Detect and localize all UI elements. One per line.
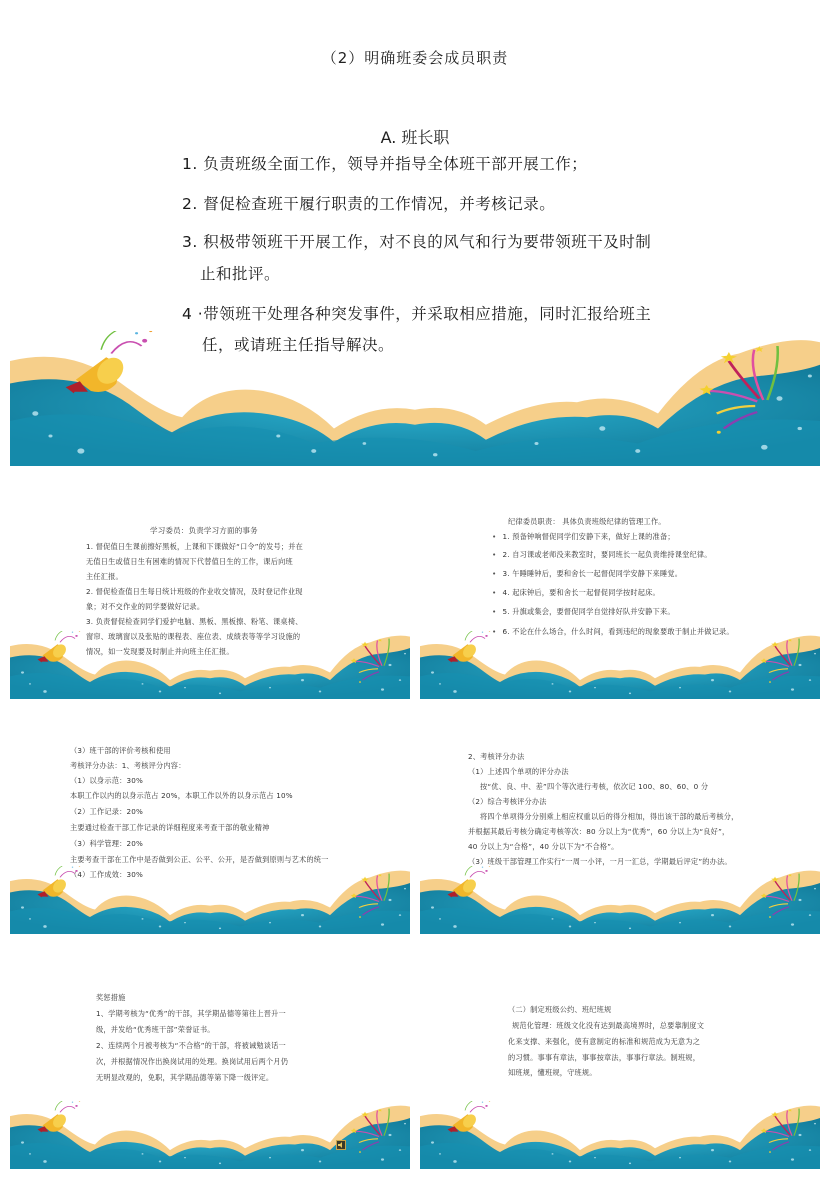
- text-line: 1. 督促值日生课前擦好黑板，上课和下课做好“口令”的发号；并在: [86, 542, 304, 551]
- text-line: 考核评分办法：1、考核评分内容：: [70, 761, 186, 770]
- text-line: 主要考查干部在工作中是否做到公正、公平、公开，是否做到原则与艺术的统一: [70, 855, 329, 864]
- text-line: 将四个单项得分分别乘上相应权重以后的得分相加，得出该干部的最后考核分，: [480, 812, 739, 821]
- text-line: 的习惯。事事有章法，事事按章法，事事行章法。制班规，: [508, 1053, 701, 1062]
- slide-5: [420, 732, 820, 934]
- text-line: 本职工作以内的以身示范占 20%，本职工作以外的以身示范占 10%: [70, 791, 293, 800]
- duty-item-1: 1. 负责班级全面工作，领导并指导全体班干部开展工作；: [182, 155, 588, 173]
- slide-3: [420, 497, 820, 699]
- text-line: （2）综合考核评分办法: [468, 797, 547, 806]
- text-line: 2、连续两个月被考核为“不合格”的干部，将被诫勉谈话一: [96, 1041, 286, 1050]
- text-line: 情况，如一发现要及时制止并向班主任汇报。: [86, 647, 234, 656]
- duty-item-3: 3. 积极带领班干开展工作，对不良的风气和行为要带领班干及时制: [182, 233, 652, 251]
- wave-decoration: [420, 631, 820, 699]
- wave-decoration: [420, 866, 820, 934]
- text-line: 3. 负责督促检查同学们爱护电脑、黑板、黑板擦、粉笔、课桌椅、: [86, 617, 303, 626]
- wave-decoration: [420, 1101, 820, 1169]
- text-line: 按“优、良、中、差”四个等次进行考核，依次记 100、80、60、0 分: [480, 782, 709, 791]
- duty-item-2: 2. 督促检查班干履行职责的工作情况，并考核记录。: [182, 195, 556, 213]
- wave-decoration: [10, 631, 410, 699]
- text-line: （1）上述四个单项的评分办法: [468, 767, 569, 776]
- text-line: 窗帘、玻璃窗以及张贴的课程表、座位表、成绩表等等学习设施的: [86, 632, 301, 641]
- text-line: 规范化管理：班级文化没有达到最高境界时，总要靠制度文: [512, 1021, 705, 1030]
- slide-7: [420, 967, 820, 1169]
- slide-2: [10, 497, 410, 699]
- duty-item-4-cont: 任，或请班主任指导解决。: [202, 336, 395, 354]
- section-subheading: A. 班长职: [380, 128, 450, 147]
- bullet-item: • 5. 升旗或集会，要督促同学自觉排好队并安静下来。: [492, 607, 675, 617]
- wave-decoration: [10, 1101, 410, 1169]
- text-line: 象；对不交作业的同学要做好记录。: [86, 602, 205, 611]
- text-line: （3）班干部的评价考核和使用: [70, 746, 171, 755]
- text-line: 2、考核评分办法: [468, 752, 525, 761]
- speaker-icon[interactable]: [336, 1140, 346, 1150]
- text-line: 知班规，懂班规，守班规。: [508, 1068, 597, 1077]
- text-line: （二）制定班级公约、班纪班规: [508, 1005, 612, 1014]
- text-line: 1、学期考核为“优秀”的干部，其学期品德等第往上晋升一: [96, 1009, 286, 1018]
- text-line: 40 分以上为“合格”，40 分以下为“不合格”。: [468, 842, 619, 851]
- text-line: 主要通过检查干部工作记录的详细程度来考查干部的敬业精神: [70, 823, 270, 832]
- text-line: （1）以身示范：30%: [70, 776, 144, 785]
- text-line: 次，并根据情况作出换岗试用的处理。换岗试用后两个月仍: [96, 1057, 289, 1066]
- slide-title: 纪律委员职责： 具体负责班级纪律的管理工作。: [508, 517, 666, 526]
- text-line: （3）班级干部管理工作实行“一周一小评，一月一汇总，学期最后评定”的办法。: [468, 857, 732, 866]
- slide-4: [10, 732, 410, 934]
- page-heading: （2）明确班委会成员职责: [321, 49, 509, 67]
- slide-title: 学习委员：负责学习方面的事务: [150, 526, 258, 535]
- text-line: 奖惩措施: [96, 993, 126, 1002]
- bullet-item: • 1. 预备钟响督促同学们安静下来，做好上课的准备；: [492, 532, 675, 542]
- text-line: （4）工作成效：30%: [70, 870, 144, 879]
- text-line: 无值日生或值日生有困难的情况下代替值日生的工作，课后向班: [86, 557, 293, 566]
- bullet-item: • 6. 不论在什么场合，什么时间，看到违纪的现象要敢于制止并做记录。: [492, 627, 734, 637]
- slide-1: [10, 0, 820, 466]
- text-line: 并根据其最后考核分确定考核等次：80 分以上为“优秀”，60 分以上为“良好”，: [468, 827, 730, 836]
- wave-decoration: [10, 866, 410, 934]
- text-line: （3）科学管理：20%: [70, 839, 144, 848]
- text-line: （2）工作记录：20%: [70, 807, 144, 816]
- bullet-item: • 3. 午睡睡钟后，要和舍长一起督促同学安静下来睡觉。: [492, 569, 682, 579]
- text-line: 主任汇报。: [86, 572, 123, 581]
- bullet-item: • 2. 自习课或老师没来教室时，要同班长一起负责维持课堂纪律。: [492, 550, 712, 560]
- duty-item-3-cont: 止和批评。: [200, 265, 281, 283]
- bullet-item: • 4. 起床钟后，要和舍长一起督促同学按时起床。: [492, 588, 660, 598]
- text-line: 无明显改观的，免职，其学期品德等第下降一级评定。: [96, 1073, 274, 1082]
- text-line: 级，并发给“优秀班干部”荣誉证书。: [96, 1025, 215, 1034]
- slide-6: [10, 967, 410, 1169]
- wave-decoration: [10, 331, 820, 466]
- text-line: 2. 督促检查值日生每日统计班级的作业收交情况，及时登记作业现: [86, 587, 303, 596]
- duty-item-4: 4 ·带领班干处理各种突发事件，并采取相应措施，同时汇报给班主: [182, 305, 652, 323]
- text-line: 化来支撑、来强化，使有意制定的标准和规范成为无意为之: [508, 1037, 701, 1046]
